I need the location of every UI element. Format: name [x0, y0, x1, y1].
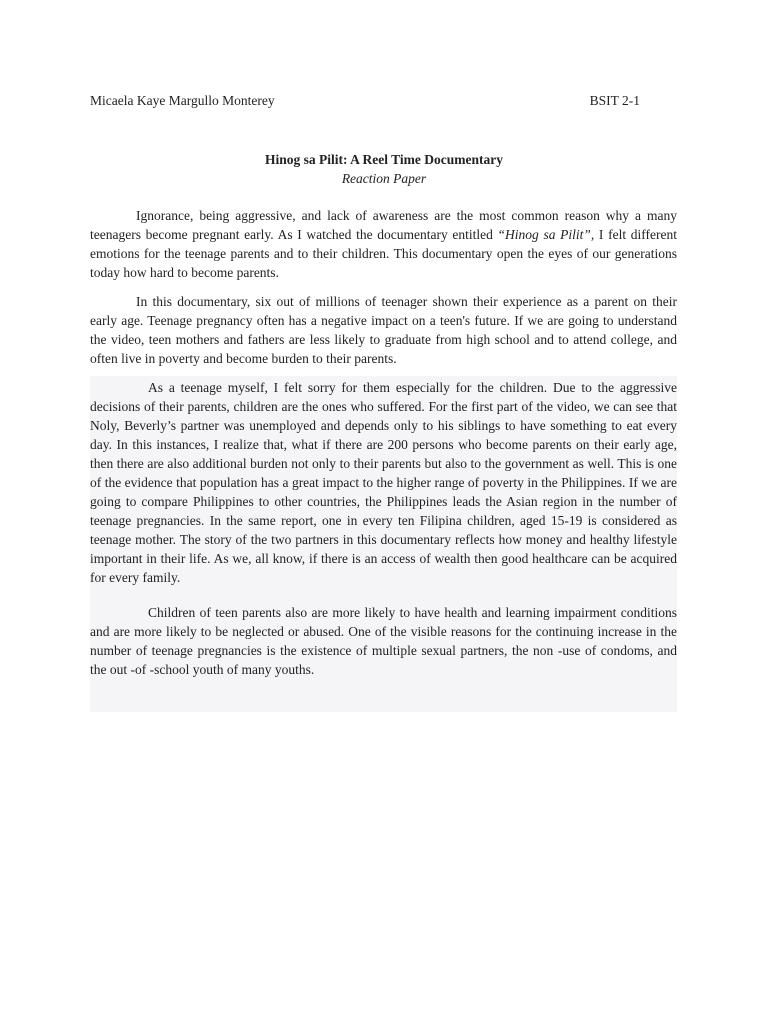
paragraph-1: [90, 206, 677, 282]
document-subtitle: Reaction Paper: [341, 171, 427, 186]
author-name: Micaela Kaye Margullo Monterey: [90, 93, 275, 108]
class-section: BSIT 2-1: [589, 93, 640, 108]
paragraph-1-text-a: Ignorance, being aggressive, and lack of awareness are the most common reason why a many teenagers become pregnant early. As I watched the documentary entitled: [90, 208, 677, 242]
paragraph-3: As a teenage myself, I felt sorry for them especially for the children. Due to the aggressive decisions of their parents, children are the ones who suffered. For the first part of the video, we can see that Noly, Beverly’s partner was unemployed and depends only to his siblings to have something to eat every day. In this instances, I realize that, what if there are 200 persons who become parents on their early age, then there are also additional burden not only to their parents but also to the government as well. This is one of the evidence that population has a great impact to the higher range of poverty in the Philippines. If we are going to compare Philippines to other countries, the Philippines leads the Asian region in the number of teenage pregnancies. In the same report, one in every ten Filipina children, aged 15-19 is considered as teenage mother. The story of the two partners in this documentary reflects how money and healthy lifestyle important in their life. As we, all know, if there is an access of wealth then good healthcare can be acquired for every family.: [90, 380, 677, 585]
header-row: [90, 92, 640, 110]
documentary-title-italic: “Hinog sa Pilit”,: [497, 227, 595, 242]
paragraph-4: Children of teen parents also are more likely to have health and learning impairment conditions and are more likely to be neglected or abused. One of the visible reasons for the continuing increase in the number of teenage pregnancies is the existence of multiple sexual partners, the non -use of condoms, and the out -of -school youth of many youths.: [90, 605, 677, 677]
document-title: Hinog sa Pilit: A Reel Time Documentary: [265, 152, 503, 167]
paragraph-1-text-b: I felt different emotions for the teenage parents and to their children. This documentary open the eyes of our generations today how hard to become parents.: [90, 227, 677, 280]
paragraph-2: In this documentary, six out of millions of teenager shown their experience as a parent on their early age. Teenage pregnancy often has a negative impact on a teen's future. If we are going to understand the video, teen mothers and fathers are less likely to graduate from high school and to attend college, and often live in poverty and become burden to their parents.: [90, 294, 677, 366]
